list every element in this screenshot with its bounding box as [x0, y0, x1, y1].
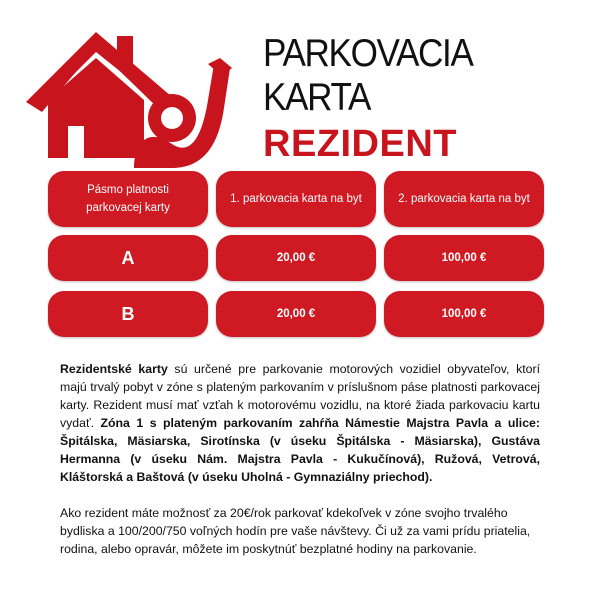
table-header-row — [48, 171, 544, 227]
page-title — [263, 32, 496, 166]
second-card-price: 100,00 € — [384, 235, 544, 281]
paragraph-zone-info: Zóna 1 s plateným parkovaním zahŕňa Námestie Majstra Pavla a ulice: Špitálska, Mäsiarska, Sirotínska (v úseku Špitálska - Mäsiarska), Gustáva Hermanna (v úseku Nám. Majstra Pavla - Kukučínová), Ružová, Vetrová, Kláštorská a Baštová (v úseku Uholná - Gymnaziálny priechod). — [60, 416, 540, 484]
title-line-2: KARTA — [263, 76, 371, 119]
zone-cell: A — [48, 235, 208, 281]
header-second-card: 2. parkovacia karta na byt — [384, 171, 544, 227]
paragraph-bold-start: Rezidentské karty — [60, 362, 168, 376]
house-person-icon — [22, 28, 232, 168]
zone-cell: B — [48, 291, 208, 337]
table-row — [48, 235, 544, 281]
paragraph-body: sú určené pre parkovanie motorových vozidiel obyvateľov, ktorí majú trvalý pobyt v zóne s plateným parkovaním v príslušnom páse platnosti parkovacej karty. Rezident musí mať vzťah k motorovému vozidlu, na ktoré žiada parkovaciu kartu vydať. — [60, 362, 540, 430]
first-card-price: 20,00 € — [216, 235, 376, 281]
title-rezident: REZIDENT — [263, 123, 457, 165]
table-row — [48, 291, 544, 337]
header-first-card: 1. parkovacia karta na byt — [216, 171, 376, 227]
description — [60, 360, 540, 558]
title-line-1: PARKOVACIA — [263, 32, 473, 75]
paragraph-residents — [60, 360, 540, 486]
second-card-price: 100,00 € — [384, 291, 544, 337]
header-zone: Pásmo platnosti parkovacej karty — [48, 171, 208, 227]
paragraph-visitors: Ako rezident máte možnosť za 20€/rok parkovať kdekoľvek v zóne svojho trvalého bydliska a 100/200/750 voľných hodín pre vaše návštevy. Či už za vami prídu priatelia, rodina, alebo opravár, môžete im poskytnúť bezplatné hodiny na parkovanie. — [60, 506, 531, 556]
first-card-price: 20,00 € — [216, 291, 376, 337]
price-table — [48, 171, 544, 347]
